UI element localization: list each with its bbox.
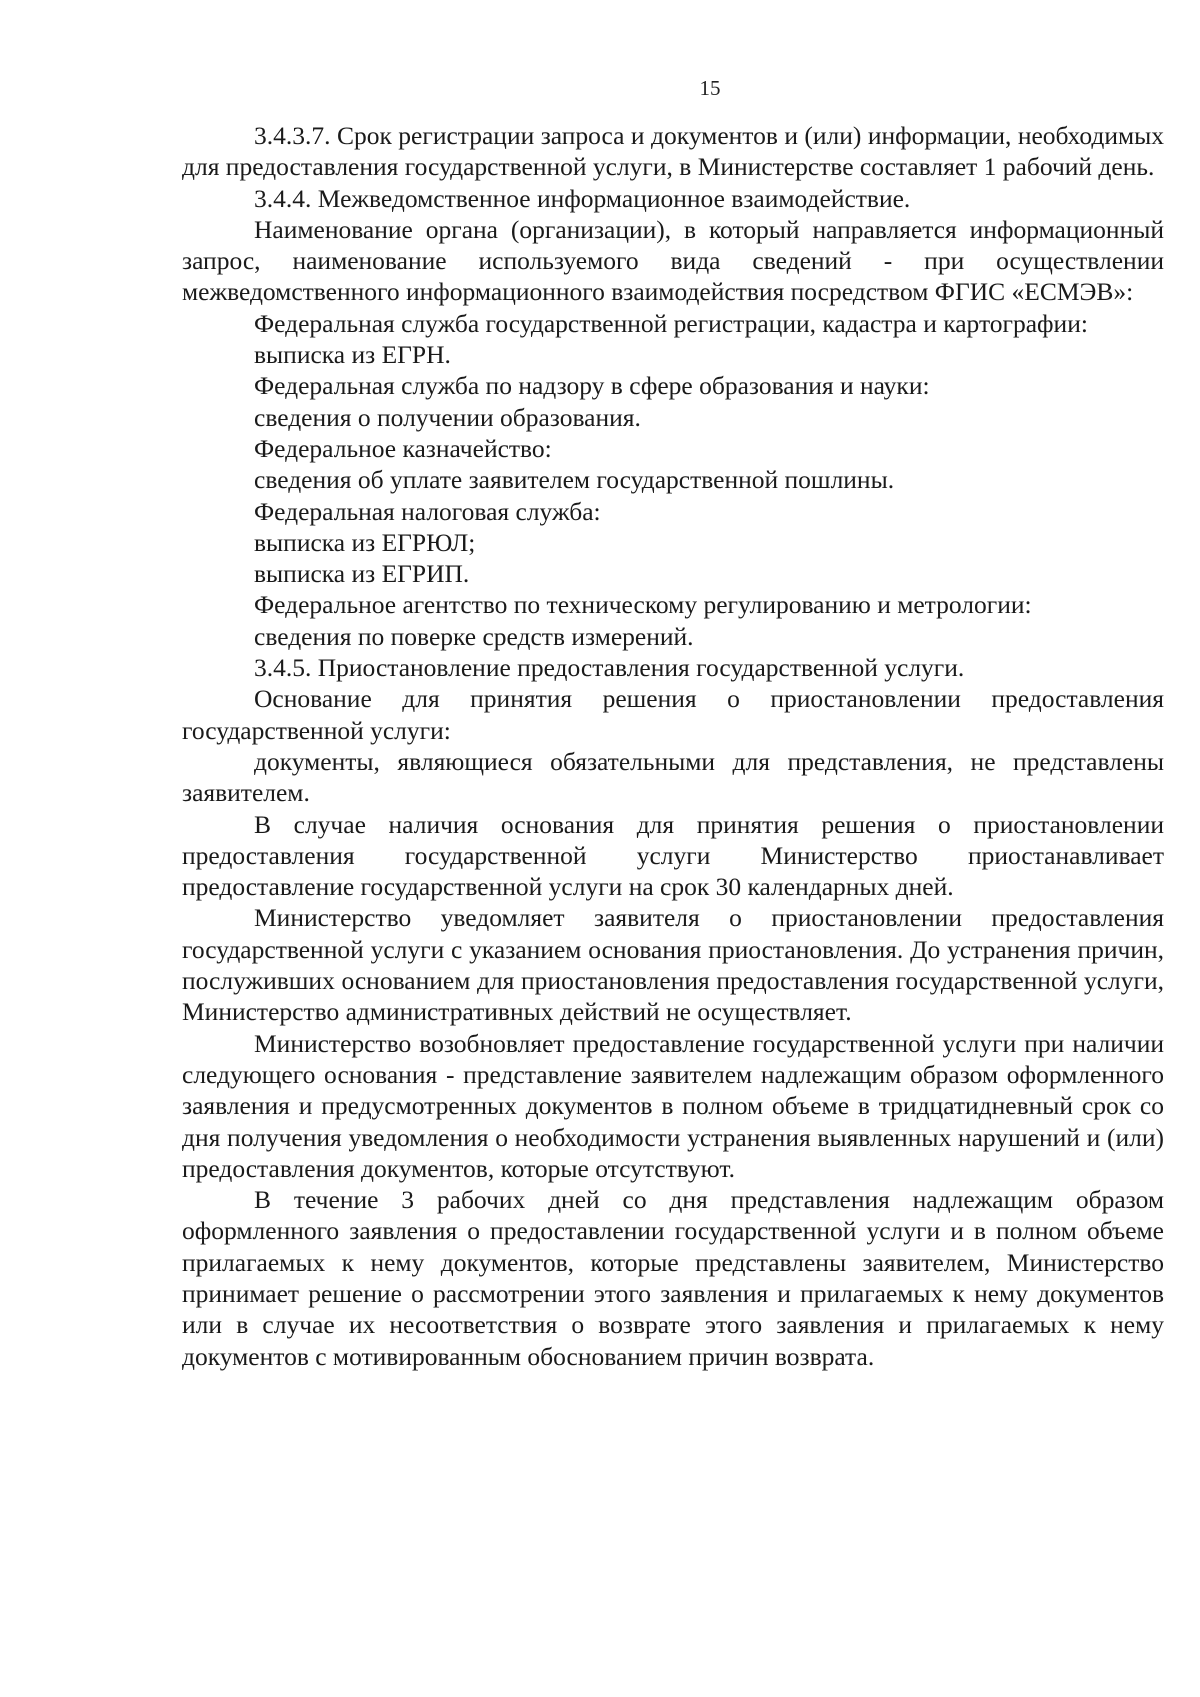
agency-tax-service: Федеральная налоговая служба: xyxy=(254,496,601,526)
paragraph-suspension-basis: Основание для принятия решения о приостановлении предоставления государственной услуги: xyxy=(182,684,1164,745)
paragraph-decision: В течение 3 рабочих дней со дня представления надлежащим образом оформленного заявления о предоставлении государственной услуги и в полном объеме прилагаемых к нему документов, которые представлены заявителем, Министерство принимает решение о рассмотрении этого заявления и прилагаемых к нему документов или в случае их несоответствия о возврате этого заявления и прилагаемых к нему документов с мотивированным обоснованием причин возврата. xyxy=(182,1185,1164,1371)
paragraph-resumption: Министерство возобновляет предоставление государственной услуги при наличии следующего основания - представление заявителем надлежащим образом оформленного заявления и предусмотренных документов в полном объеме в тридцатидневный срок со дня получения уведомления о необходимости устранения выявленных нарушений и (или) предоставления документов, которые отсутствуют. xyxy=(182,1028,1164,1183)
heading-3-4-5: 3.4.5. Приостановление предоставления государственной услуги. xyxy=(254,653,965,683)
agency-treasury: Федеральное казначейство: xyxy=(254,433,552,463)
item-egrul-extract: выписка из ЕГРЮЛ; xyxy=(254,527,476,557)
page-number: 15 xyxy=(699,76,721,100)
agency-rosreestr: Федеральная служба государственной регистрации, кадастра и картографии: xyxy=(254,308,1088,338)
item-egrn-extract: выписка из ЕГРН. xyxy=(254,340,451,370)
heading-3-4-4: 3.4.4. Межведомственное информационное взаимодействие. xyxy=(254,183,911,213)
item-verification-info: сведения по поверке средств измерений. xyxy=(254,621,694,651)
paragraph-suspension-term: В случае наличия основания для принятия решения о приостановлении предоставления государственной услуги Министерство приостанавливает предоставление государственной услуги на срок 30 календарных дней. xyxy=(182,809,1164,902)
paragraph-missing-documents: документы, являющиеся обязательными для представления, не представлены заявителем. xyxy=(182,746,1164,808)
item-egrip-extract: выписка из ЕГРИП. xyxy=(254,559,470,589)
item-education-info: сведения о получении образования. xyxy=(254,402,641,432)
agency-rosobrnadzor: Федеральная служба по надзору в сфере образования и науки: xyxy=(254,371,930,401)
agency-rosstandart: Федеральное агентство по техническому регулированию и метрологии: xyxy=(254,590,1032,620)
paragraph-notification: Министерство уведомляет заявителя о приостановлении предоставления государственной услуги с указанием основания приостановления. До устранения причин, послуживших основанием для приостановления предоставления государственной услуги, Министерство административных действий не осуществляет. xyxy=(182,903,1164,1027)
paragraph-request-info: Наименование органа (организации), в который направляется информационный запрос, наименование используемого вида сведений - при осуществлении межведомственного информационного взаимодействия посредством ФГИС «ЕСМЭВ»: xyxy=(182,214,1164,307)
paragraph-3-4-3-7: 3.4.3.7. Срок регистрации запроса и документов и (или) информации, необходимых для предоставления государственной услуги, в Министерстве составляет 1 рабочий день. xyxy=(182,121,1164,182)
document-body xyxy=(182,120,1164,1372)
item-fee-payment: сведения об уплате заявителем государственной пошлины. xyxy=(254,465,895,495)
